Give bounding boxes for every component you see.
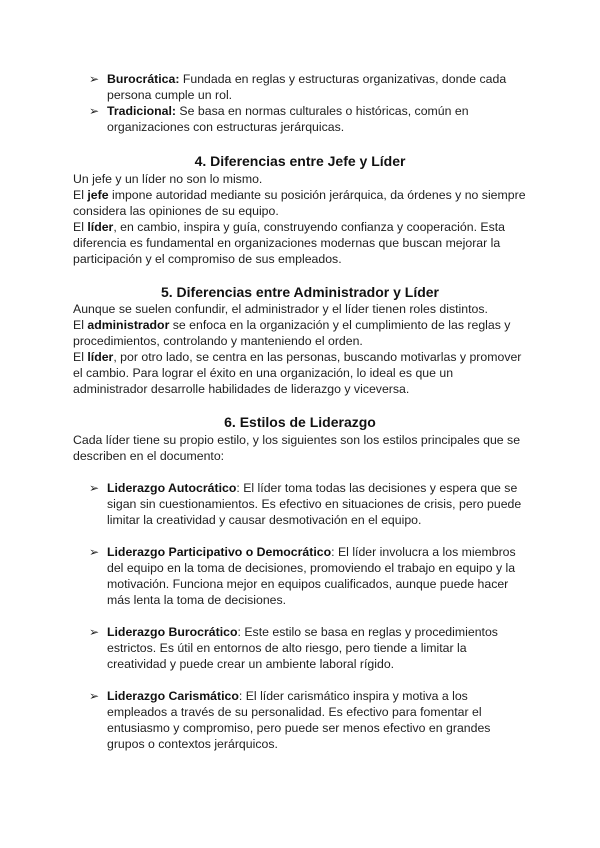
arrow-bullet-icon: ➢ xyxy=(89,481,100,495)
item-term: Liderazgo Carismático xyxy=(107,689,239,703)
list-item xyxy=(73,624,528,672)
section-6-intro: Cada líder tiene su propio estilo, y los siguientes son los estilos principales que se describen en el documento: xyxy=(73,433,521,463)
item-text: Se basa en normas culturales o históricas, común en organizaciones con estructuras jerárquicas. xyxy=(107,104,469,134)
section-5-paragraph-lider: El líder, por otro lado, se centra en las personas, buscando motivarlas y promover el cambio. Para lograr el éxito en una organización, lo ideal es que un administrador desarrolle habilidades de liderazgo y viceversa. xyxy=(73,350,522,396)
item-text: : El líder involucra a los miembros del equipo en la toma de decisiones, promoviendo el trabajo en equipo y la motivación. Funciona mejor en equipos cualificados, aunque puede hacer más lenta la toma de decisiones. xyxy=(107,545,516,607)
list-item xyxy=(73,544,528,608)
item-text: : El líder toma todas las decisiones y espera que se sigan sin cuestionamientos. Es efectivo en situaciones de crisis, pero puede limitar la creatividad y causar desmotivación en el equipo. xyxy=(107,481,522,527)
term-administrador: administrador xyxy=(87,318,170,332)
arrow-bullet-icon: ➢ xyxy=(89,689,100,703)
section-6-body xyxy=(73,432,528,464)
section-4-paragraph-lider: El líder, en cambio, inspira y guía, construyendo confianza y cooperación. Esta diferencia es fundamental en organizaciones modernas que buscan mejorar la participación y el compromiso de sus empleados. xyxy=(73,220,506,266)
arrow-bullet-icon: ➢ xyxy=(89,625,100,639)
term-jefe: jefe xyxy=(87,188,109,202)
section-6-heading: 6. Estilos de Liderazgo xyxy=(224,414,376,430)
section-4-heading: 4. Diferencias entre Jefe y Líder xyxy=(194,153,406,169)
arrow-bullet-icon: ➢ xyxy=(89,104,100,118)
section-4-intro: Un jefe y un líder no son lo mismo. xyxy=(73,172,263,186)
leadership-styles-list xyxy=(73,480,528,752)
list-item xyxy=(73,71,528,103)
item-text: : El líder carismático inspira y motiva a los empleados a través de su personalidad. Es efectivo para fomentar el entusiasmo y compromiso, pero puede ser menos efectivo en grandes grupos o contextos jerárquicos. xyxy=(107,689,491,751)
section-5-paragraph-administrador: El administrador se enfoca en la organización y el cumplimiento de las reglas y procedimientos, controlando y manteniendo el orden. xyxy=(73,318,511,348)
section-5-body xyxy=(73,301,528,397)
item-term: Liderazgo Participativo o Democrático xyxy=(107,545,332,559)
item-term: Liderazgo Autocrático xyxy=(107,481,237,495)
list-item xyxy=(73,480,528,528)
section-4-paragraph-jefe: El jefe impone autoridad mediante su posición jerárquica, da órdenes y no siempre considera las opiniones de su equipo. xyxy=(73,188,526,218)
term-lider: líder xyxy=(87,220,114,234)
item-term: Liderazgo Burocrático xyxy=(107,625,238,639)
organization-types-list xyxy=(73,71,528,135)
list-item xyxy=(73,103,528,135)
section-5-heading: 5. Diferencias entre Administrador y Líder xyxy=(160,284,439,300)
section-4-body xyxy=(73,171,528,267)
arrow-bullet-icon: ➢ xyxy=(89,545,100,559)
item-text: Fundada en reglas y estructuras organizativas, donde cada persona cumple un rol. xyxy=(107,72,507,102)
item-text: : Este estilo se basa en reglas y procedimientos estrictos. Es útil en entornos de alto riesgo, pero tiende a limitar la creatividad y puede crear un ambiente laboral rígido. xyxy=(107,625,498,671)
section-5-intro: Aunque se suelen confundir, el administrador y el líder tienen roles distintos. xyxy=(73,302,488,316)
list-item xyxy=(73,688,528,752)
item-term: Tradicional: xyxy=(107,104,177,118)
item-term: Burocrática: xyxy=(107,72,180,86)
arrow-bullet-icon: ➢ xyxy=(89,72,100,86)
term-lider: líder xyxy=(87,350,114,364)
